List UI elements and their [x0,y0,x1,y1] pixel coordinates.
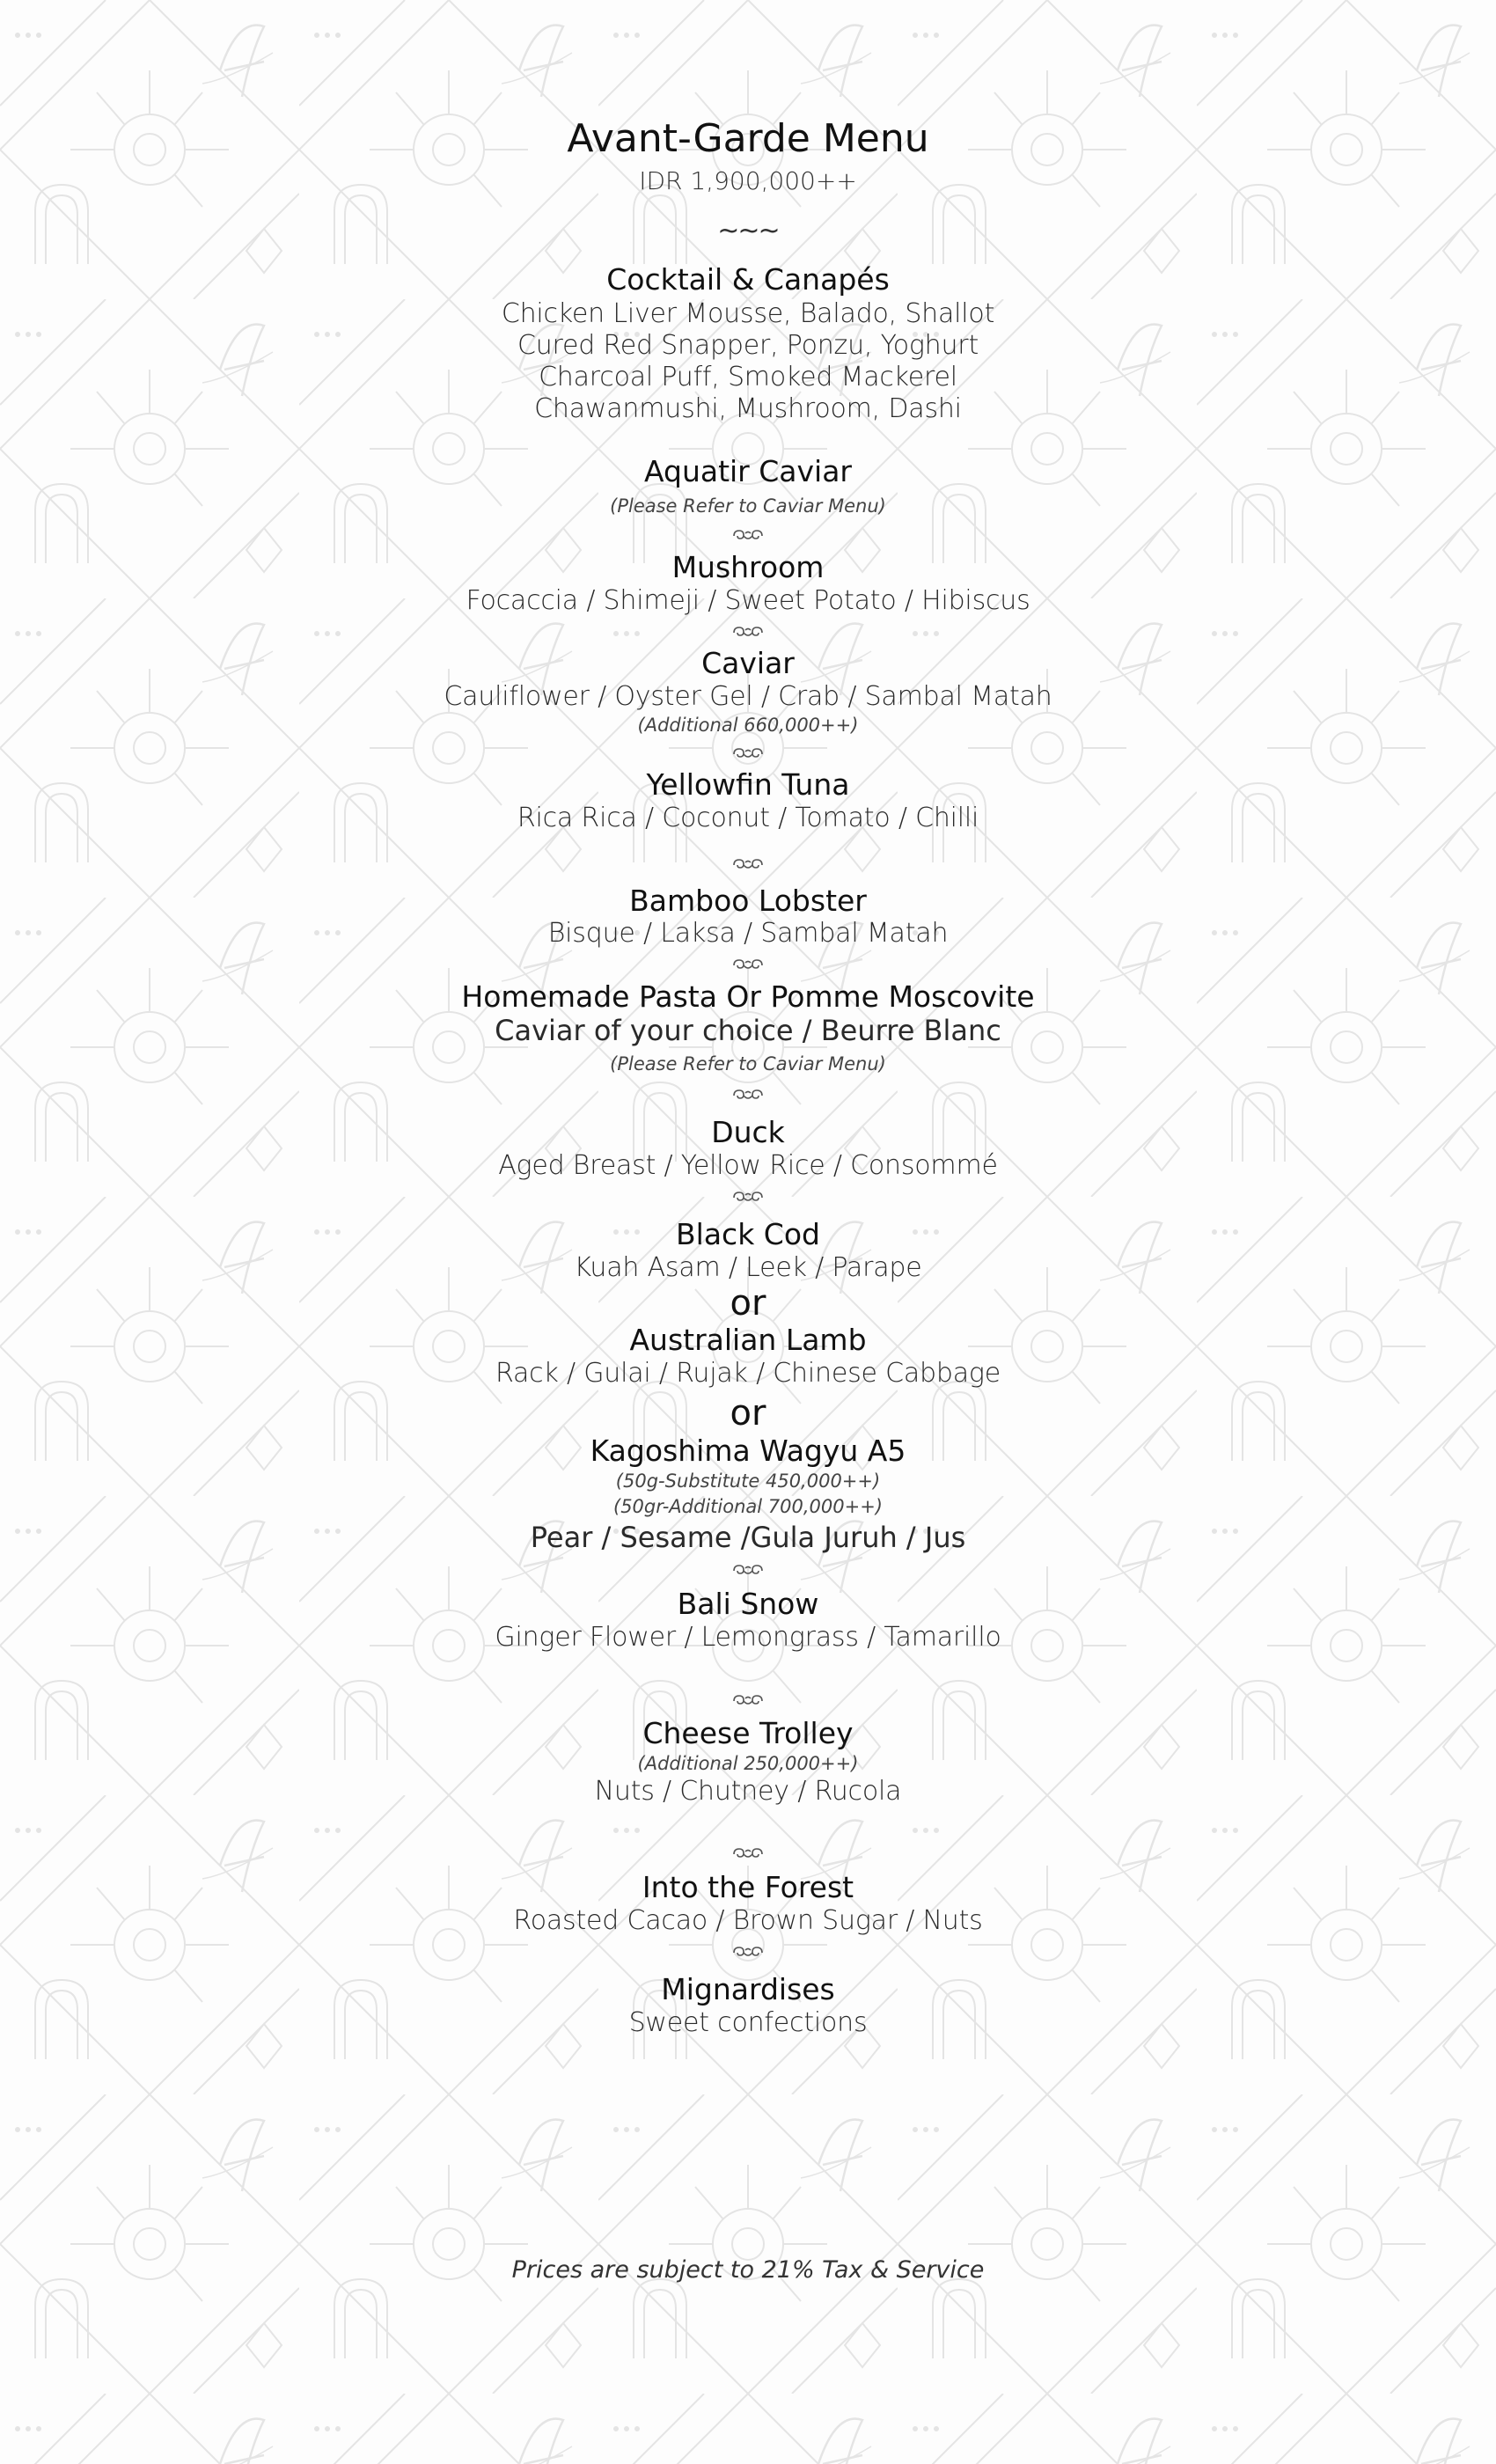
course-desc-mignardises: Sweet confections [628,2007,868,2038]
course-heading-cod: Black Cod [676,1217,820,1251]
canape-item: Chawanmushi, Mushroom, Dashi [534,393,962,424]
course-desc-caviar: Cauliflower / Oyster Gel / Crab / Sambal Matah [444,681,1052,712]
course-desc-lobster: Bisque / Laksa / Sambal Matah [547,918,949,949]
ornament-divider-icon [0,1563,1496,1582]
ornament-divider-icon [0,1846,1496,1866]
course-heading-pasta: Homemade Pasta Or Pomme Moscovite [461,979,1035,1014]
course-heading-lamb: Australian Lamb [629,1323,867,1357]
course-heading-caviar: Caviar [701,646,795,680]
ornament-divider-icon [0,857,1496,876]
canape-item: Chicken Liver Mousse, Balado, Shallot [501,298,995,329]
course-desc-cod: Kuah Asam / Leek / Parape [574,1252,922,1283]
or-separator: or [730,1283,766,1324]
course-heading-aquatir: Aquatir Caviar [644,454,852,488]
ornament-divider-icon [0,1945,1496,1964]
course-note-caviar: (Additional 660,000++) [637,715,859,736]
course-heading-bali: Bali Snow [677,1587,819,1621]
course-desc-tuna: Rica Rica / Coconut / Tomato / Chilli [517,803,979,833]
ornament-divider-icon [0,625,1496,644]
tilde-separator: ~~~ [717,216,779,246]
course-note-cheese: (Additional 250,000++) [637,1753,859,1774]
course-heading-lobster: Bamboo Lobster [629,884,867,918]
course-desc-cheese: Nuts / Chutney / Rucola [594,1776,902,1807]
course-desc-bali: Ginger Flower / Lemongrass / Tamarillo [495,1622,1001,1653]
course-heading-duck: Duck [711,1115,785,1149]
course-desc-pasta: Caviar of your choice / Beurre Blanc [495,1014,1001,1047]
or-separator: or [730,1393,766,1434]
course-heading-mignardises: Mignardises [661,1972,835,2006]
course-desc-duck: Aged Breast / Yellow Rice / Consommé [498,1150,998,1181]
canape-item: Charcoal Puff, Smoked Mackerel [539,362,957,392]
course-desc-wagyu: Pear / Sesame /Gula Juruh / Jus [530,1521,966,1554]
course-desc-mushroom: Focaccia / Shimeji / Sweet Potato / Hibiscus [466,585,1030,616]
course-heading-forest: Into the Forest [642,1870,854,1904]
menu-price: IDR 1,900,000++ [639,166,857,195]
course-note-aquatir: (Please Refer to Caviar Menu) [610,495,886,517]
tax-service-note: Prices are subject to 21% Tax & Service [511,2256,985,2284]
course-heading-mushroom: Mushroom [671,550,825,584]
course-note-wagyu: (50gr-Additional 700,000++) [613,1496,883,1517]
course-note-pasta: (Please Refer to Caviar Menu) [610,1053,886,1074]
course-heading-tuna: Yellowfin Tuna [646,767,850,802]
course-heading-cheese: Cheese Trolley [642,1716,854,1750]
course-heading-wagyu: Kagoshima Wagyu A5 [590,1434,906,1468]
ornament-divider-icon [0,746,1496,766]
ornament-divider-icon [0,1190,1496,1209]
ornament-divider-icon [0,957,1496,977]
ornament-divider-icon [0,1693,1496,1712]
course-heading-cocktail: Cocktail & Canapés [606,262,890,297]
menu-title: Avant-Garde Menu [567,116,929,161]
course-desc-lamb: Rack / Gulai / Rujak / Chinese Cabbage [495,1358,1001,1389]
ornament-divider-icon [0,528,1496,547]
course-note-wagyu: (50g-Substitute 450,000++) [615,1470,881,1492]
course-desc-forest: Roasted Cacao / Brown Sugar / Nuts [513,1905,983,1936]
ornament-divider-icon [0,1088,1496,1107]
canape-item: Cured Red Snapper, Ponzu, Yoghurt [517,330,979,361]
